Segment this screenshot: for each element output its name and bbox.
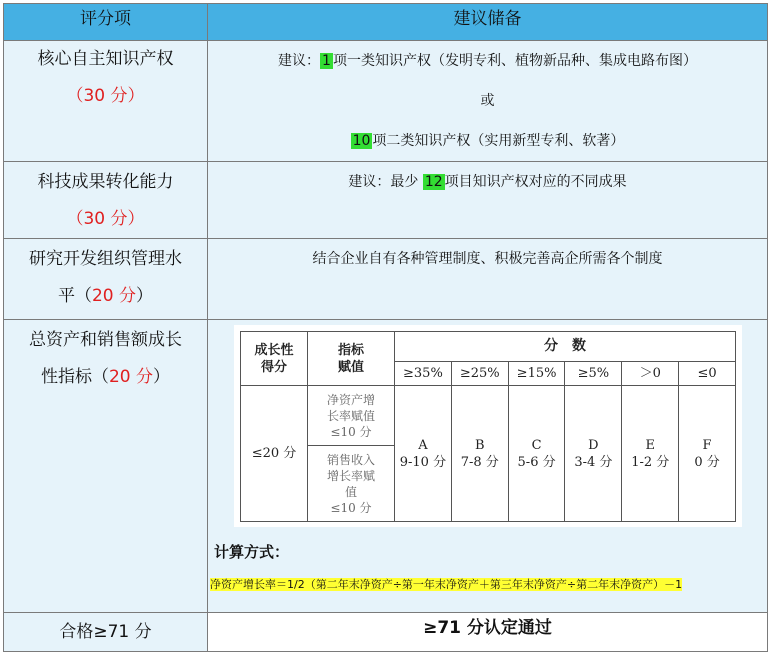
name-suffix: ） — [153, 367, 171, 387]
or-text: 或 — [480, 93, 495, 109]
range-cell: ＞0 — [622, 362, 679, 386]
grade-letter: B — [474, 437, 485, 453]
highlight-number: 10 — [352, 133, 371, 149]
range-cell: ≥35% — [395, 362, 452, 386]
grade-cell — [451, 386, 508, 522]
score-header-l2: 得分 — [260, 359, 287, 375]
grade-cell — [565, 386, 622, 522]
item-cell — [4, 239, 208, 320]
item-cell — [4, 320, 208, 613]
formula-text: 净资产增长率＝1/2（第二年末净资产÷第一年末净资产＋第三年末净资产÷第二年末净资产）－1 — [210, 578, 683, 591]
total-cell: ≤20 分 — [241, 386, 308, 522]
item-name-line2 — [4, 278, 207, 315]
grade-letter: E — [645, 437, 655, 453]
highlight-number: 12 — [424, 174, 443, 190]
item-score: （30 分） — [66, 86, 145, 106]
table-row — [4, 320, 768, 613]
item-score: 20 分 — [91, 286, 137, 306]
item-name-line1: 总资产和销售额成长 — [29, 330, 182, 350]
grade-letter: F — [702, 437, 712, 453]
grade-cell — [622, 386, 679, 522]
item-score: 20 分 — [108, 367, 154, 387]
alt-line — [208, 121, 767, 161]
table-row — [4, 41, 768, 162]
item-cell — [4, 41, 208, 162]
suggest-prefix: 建议：最少 — [348, 174, 419, 190]
suggest-prefix: 建议： — [278, 53, 321, 69]
range-cell: ≥5% — [565, 362, 622, 386]
item-score: （30 分） — [66, 209, 145, 229]
grade-range: 7-8 分 — [460, 454, 499, 470]
pass-result: ≥71 分认定通过 — [208, 613, 768, 652]
suggest-text: 项一类知识产权（发明专利、植物新品种、集成电路布图） — [332, 53, 697, 69]
grade-cell — [679, 386, 736, 522]
name-prefix: 平（ — [57, 286, 92, 306]
grade-cell — [395, 386, 452, 522]
grade-range: 1-2 分 — [631, 454, 670, 470]
suggest-cell — [208, 41, 768, 162]
index-header-l1: 指标 — [337, 342, 364, 358]
item-name: 科技成果转化能力 — [37, 172, 174, 192]
scoring-table — [3, 3, 768, 652]
ind2-l3: 值 — [344, 484, 357, 499]
calc-title: 计算方式： — [214, 543, 290, 561]
suggest-cell — [208, 239, 768, 320]
fen-header: 分 数 — [395, 332, 736, 362]
item-name-line2 — [4, 359, 207, 396]
suggest-text: 结合企业自有各种管理制度、积极完善高企所需各个制度 — [312, 251, 663, 267]
item-cell — [4, 162, 208, 239]
ind1-l3: ≤10 分 — [330, 424, 372, 439]
grade-cell — [508, 386, 565, 522]
index-header-cell — [308, 332, 395, 386]
table-row — [4, 239, 768, 320]
item-name: 核心自主知识产权 — [37, 49, 174, 69]
indicator-cell — [308, 446, 395, 522]
indicator-cell — [308, 386, 395, 446]
grade-letter: D — [588, 437, 599, 453]
grade-range: 0 分 — [694, 454, 720, 470]
grade-range: 9-10 分 — [399, 454, 447, 470]
score-header-cell — [241, 332, 308, 386]
final-row — [4, 613, 768, 652]
suggest-text: 项目知识产权对应的不同成果 — [444, 174, 627, 190]
formula-line — [210, 577, 767, 593]
suggest-cell — [208, 320, 768, 613]
scoring-document — [3, 3, 768, 652]
suggest-cell — [208, 162, 768, 239]
range-cell: ≥15% — [508, 362, 565, 386]
grade-range: 3-4 分 — [574, 454, 613, 470]
name-prefix: 性指标（ — [40, 367, 109, 387]
header-row — [4, 4, 768, 41]
pass-criteria: 合格≥71 分 — [4, 613, 208, 652]
range-cell: ≥25% — [451, 362, 508, 386]
highlight-number: 1 — [322, 53, 331, 69]
grade-letter: A — [418, 437, 428, 453]
range-cell: ≤0 — [679, 362, 736, 386]
ind1-l2: 长率赋值 — [326, 408, 375, 423]
item-name-line1: 研究开发组织管理水 — [29, 249, 182, 269]
table-row — [4, 162, 768, 239]
ind2-l1: 销售收入 — [326, 452, 375, 467]
header-col-item: 评分项 — [4, 4, 208, 41]
header-col-suggest: 建议储备 — [208, 4, 768, 41]
suggest-line — [208, 41, 767, 81]
growth-score-table — [240, 331, 736, 522]
grade-letter: C — [531, 437, 542, 453]
suggest-line — [208, 162, 767, 202]
grade-range: 5-6 分 — [517, 454, 556, 470]
name-suffix: ） — [136, 286, 154, 306]
ind2-l2: 增长率赋 — [326, 468, 375, 483]
ind1-l1: 净资产增 — [326, 392, 375, 407]
alt-text: 项二类知识产权（实用新型专利、软著） — [372, 133, 625, 149]
score-header-l1: 成长性 — [254, 342, 294, 358]
index-header-l2: 赋值 — [337, 359, 364, 375]
score-image — [234, 325, 742, 527]
ind2-l4: ≤10 分 — [330, 500, 372, 515]
